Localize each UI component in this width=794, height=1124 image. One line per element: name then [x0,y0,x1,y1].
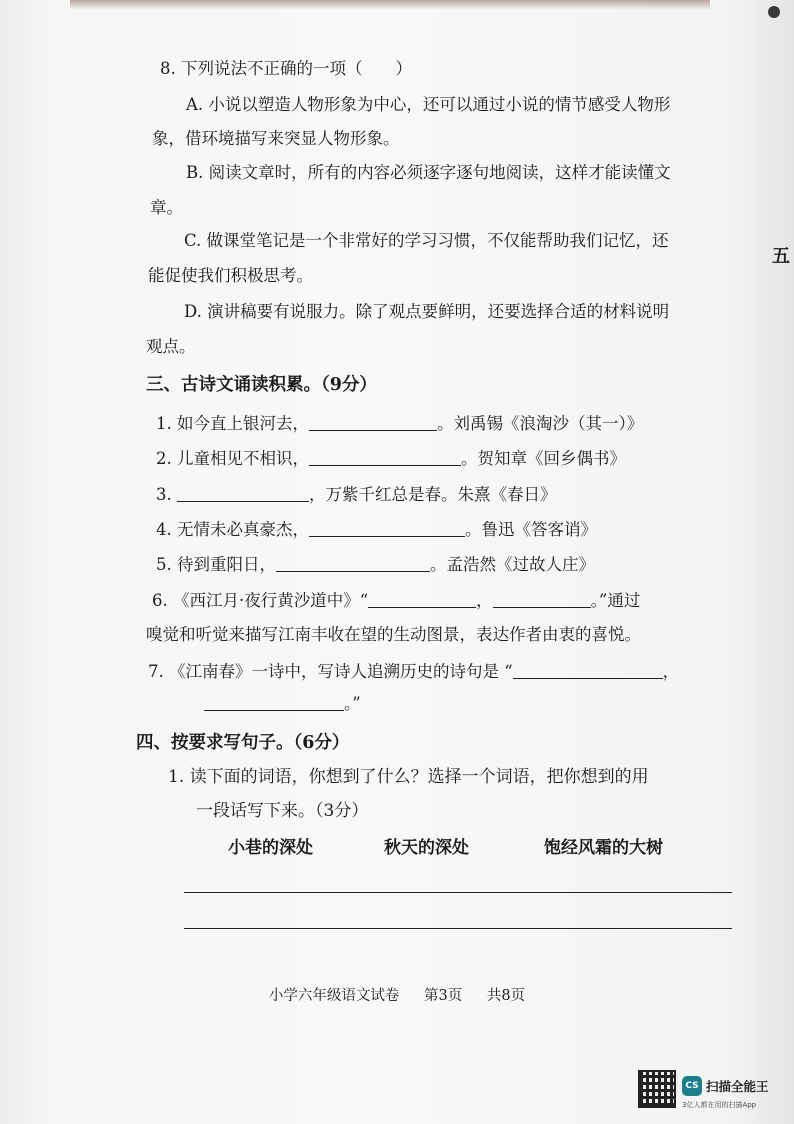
poem-item-5-text: 5. 待到重阳日， [156,555,276,574]
poem-item-7 [148,661,679,683]
answer-blank[interactable] [368,591,476,608]
answer-blank[interactable] [309,414,437,431]
poem-item-3-text: ，万紫千红总是春。朱熹《春日》 [309,485,557,504]
scan-shadow [70,0,710,10]
poem-item-3 [156,484,557,506]
corner-mark-icon [768,6,780,18]
total-pages: 共8页 [486,988,526,1004]
poem-item-1-text: 1. 如今直上银河去， [156,414,309,433]
q8-option-c-line1: C. 做课堂笔记是一个非常好的学习习惯，不仅能帮助我们记忆，还 [184,231,669,250]
poem-item-6-title: 6. 《西江月·夜行黄沙道中》“ [152,591,369,610]
answer-blank[interactable] [276,555,430,572]
poem-item-2-source: 。贺知章《回乡偶书》 [461,449,626,468]
word-option-2: 秋天的深处 [384,838,469,858]
poem-item-7-text: 7. 《江南春》一诗中，写诗人追溯历史的诗句是 “ [148,662,513,681]
word-option-1: 小巷的深处 [228,838,313,858]
answer-blank[interactable] [204,694,344,711]
page-number: 第3页 [424,988,463,1004]
poem-item-2 [156,448,626,470]
q8-option-a-line2: 象，借环境描写来突显人物形象。 [152,129,400,148]
poem-item-6-line2: 嗅觉和听觉来描写江南丰收在望的生动图景，表达作者由衷的喜悦。 [146,625,641,644]
poem-item-3-number: 3. [156,485,177,504]
poem-item-5-source: 。孟浩然《过故人庄》 [430,555,595,574]
poem-item-6 [152,590,640,612]
word-option-3: 饱经风霜的大树 [544,838,663,858]
q8-stem: 8. 下列说法不正确的一项（ ） [160,59,412,78]
page-footer [0,984,794,1005]
poem-item-4-text: 4. 无情未必真豪杰， [156,520,309,539]
q8-option-b-line1: B. 阅读文章时，所有的内容必须逐字逐句地阅读，这样才能读懂文 [186,163,671,182]
poem-item-6-tail: 。”通过 [590,591,641,610]
answer-blank[interactable] [309,449,461,466]
answer-blank[interactable] [309,520,465,537]
poem-item-7-line2 [204,693,361,715]
comma: ， [662,662,680,681]
section4-q1-line1: 1. 读下面的词语，你想到了什么？选择一个词语，把你想到的用 [168,767,649,787]
closing-quote: 。” [344,694,361,713]
answer-blank[interactable] [493,591,591,608]
next-page-edge-char: 五 [772,246,790,267]
q8-option-a-line1: A. 小说以塑造人物形象为中心，还可以通过小说的情节感受人物形 [186,95,671,114]
q8-option-d-line2: 观点。 [146,337,196,356]
exam-title: 小学六年级语文试卷 [268,988,400,1004]
scanner-app-name: 扫描全能王 [706,1079,769,1094]
section3-heading: 三、古诗文诵读积累。（9分） [146,375,377,395]
scanner-tagline: 3亿人都在用的扫描App [682,1101,757,1109]
camscanner-logo-icon: CS [682,1076,702,1096]
answer-blank[interactable] [177,485,309,502]
poem-item-2-text: 2. 儿童相见不相识， [156,449,309,468]
poem-item-4 [156,519,597,541]
q8-option-c-line2: 能促使我们积极思考。 [148,266,313,285]
answer-blank[interactable] [513,662,663,679]
poem-item-4-source: 。鲁迅《答客诮》 [465,520,597,539]
q8-option-b-line2: 章。 [150,198,183,217]
writing-line-1[interactable] [184,892,732,893]
comma: ， [476,591,493,610]
poem-item-5 [156,554,595,576]
poem-item-1-source: 。刘禹锡《浪淘沙（其一）》 [437,414,644,433]
q8-option-d-line1: D. 演讲稿要有说服力。除了观点要鲜明，还要选择合适的材料说明 [184,302,670,321]
section4-heading: 四、按要求写句子。（6分） [136,733,350,753]
poem-item-1 [156,413,643,435]
qr-code-icon [638,1070,676,1108]
writing-line-2[interactable] [184,928,732,929]
section4-q1-line2: 一段话写下来。（3分） [196,801,369,821]
